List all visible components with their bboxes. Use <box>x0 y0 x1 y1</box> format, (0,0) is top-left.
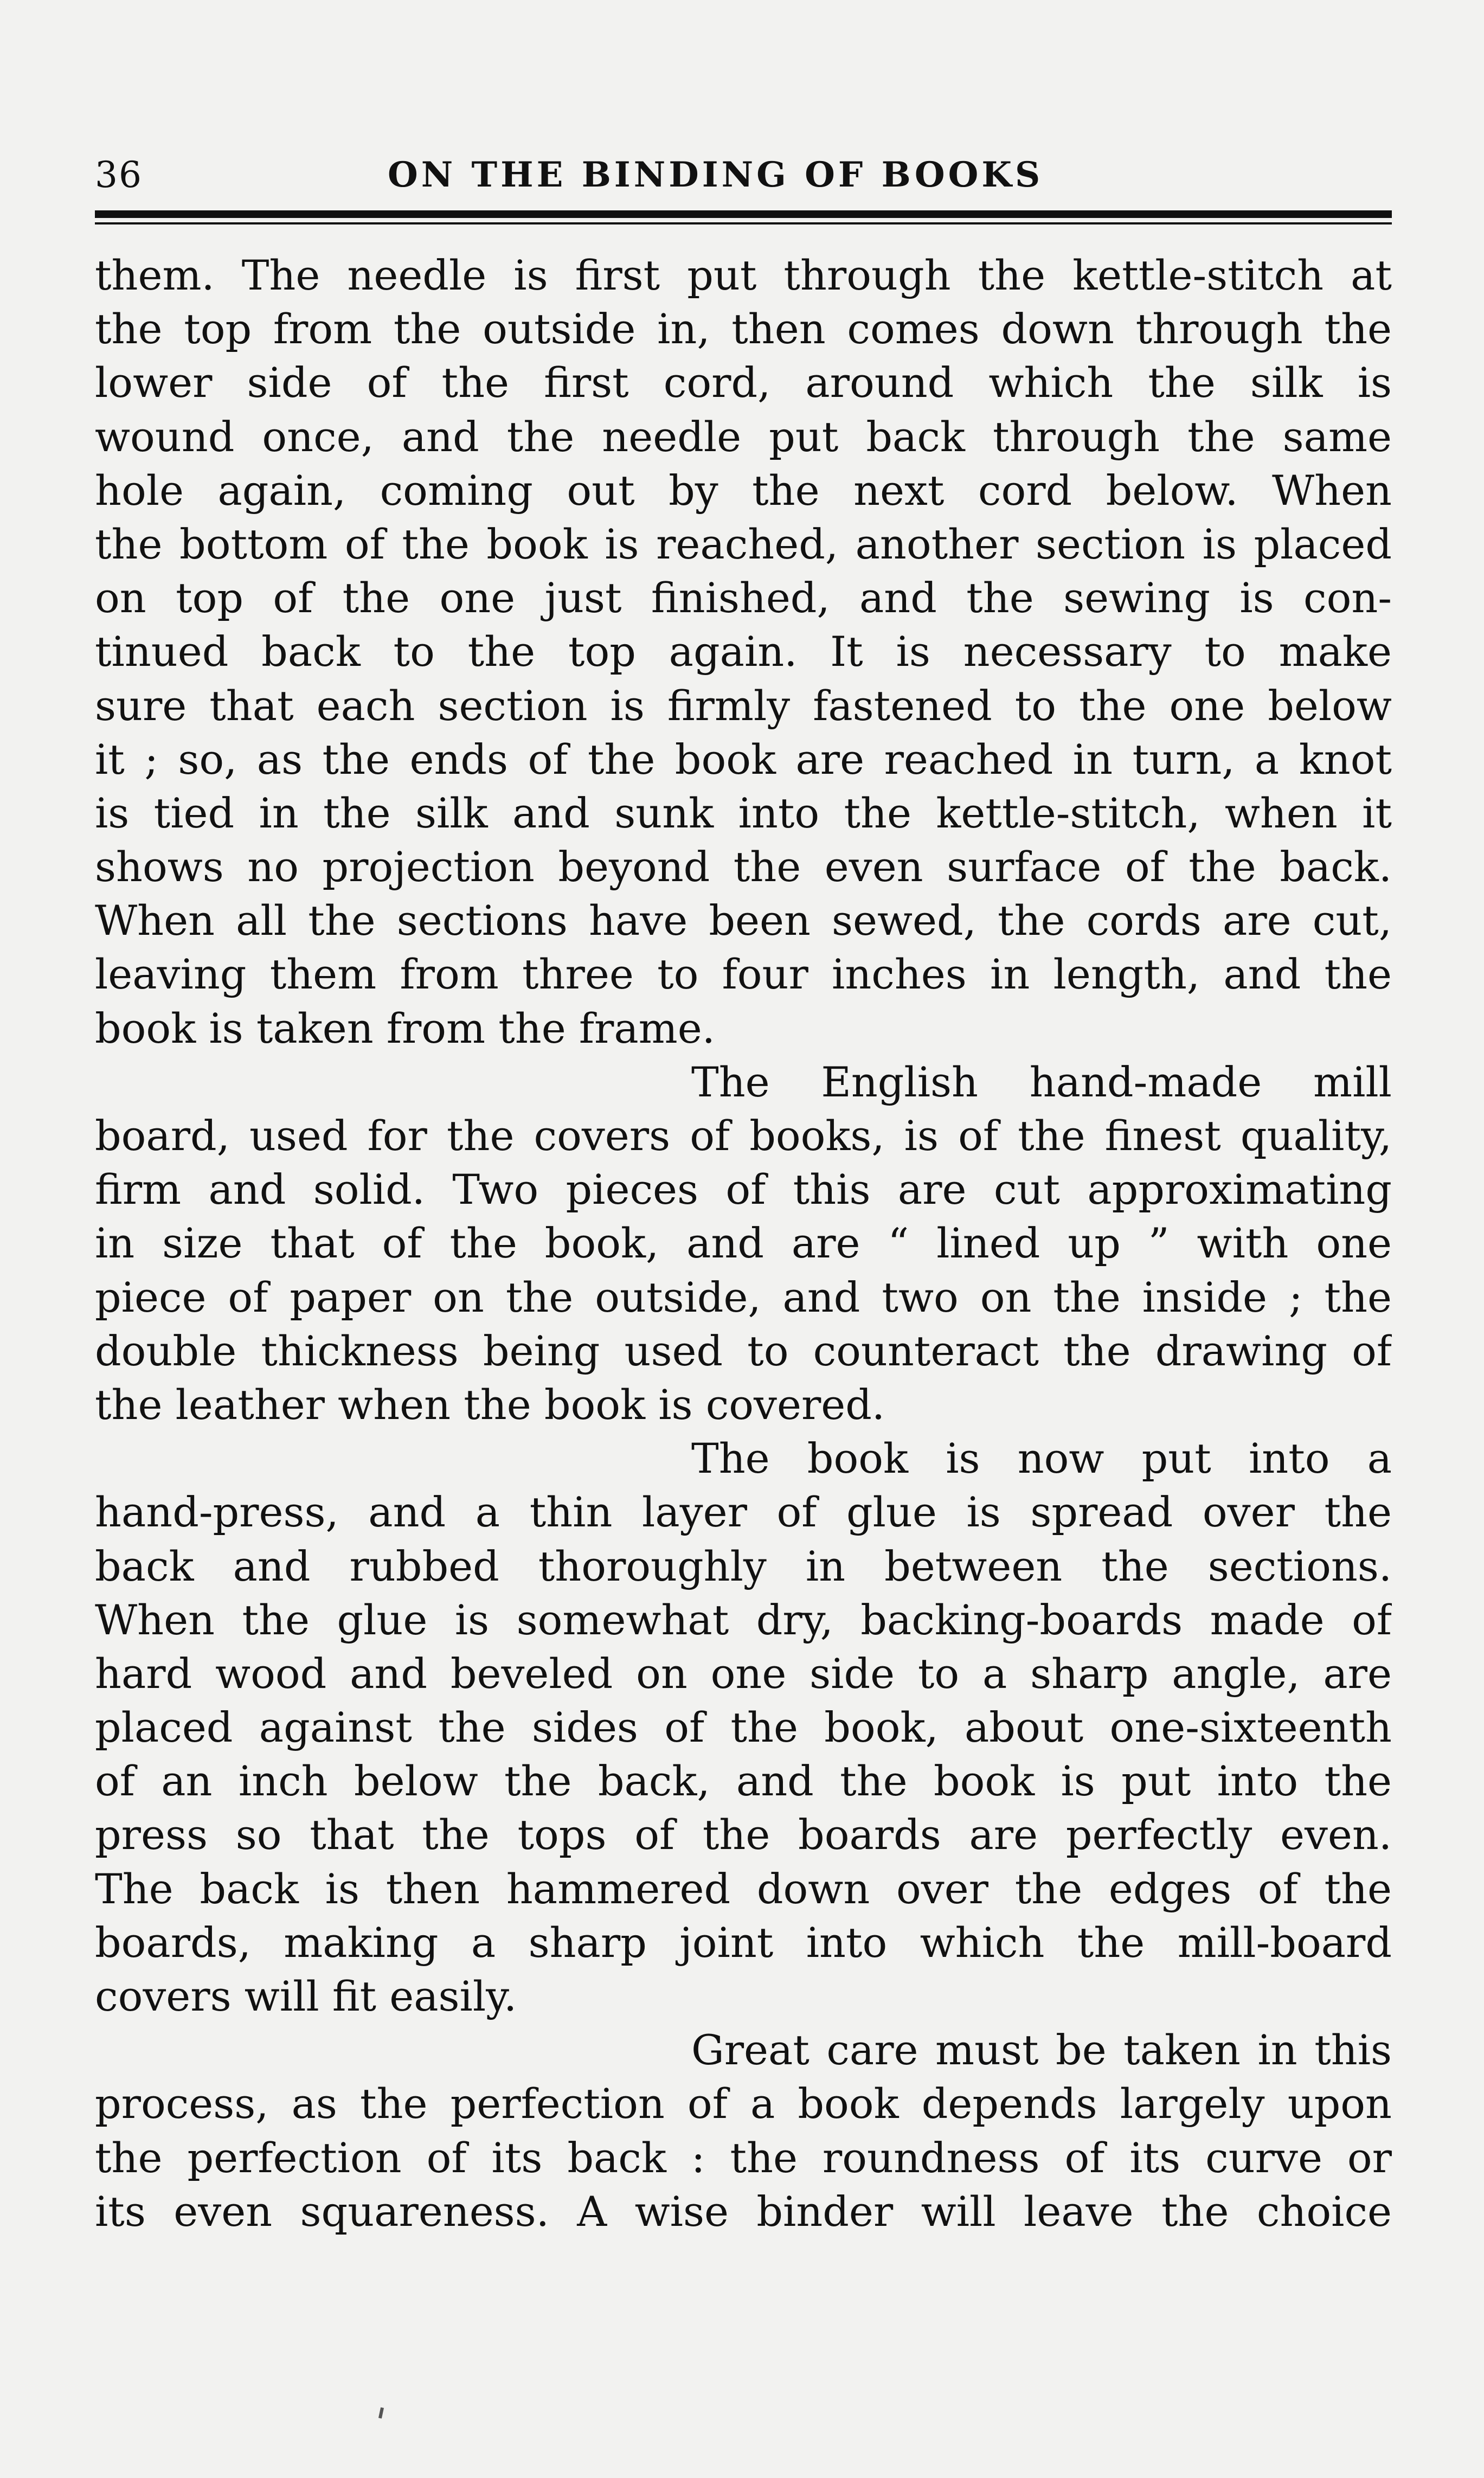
text-line: hole again, coming out by the next cord below. When <box>95 466 1392 515</box>
text-line: covers will fit easily. <box>95 1972 517 2020</box>
text-line: is tied in the silk and sunk into the kettle-stitch, when it <box>95 788 1392 837</box>
text-line: wound once, and the needle put back through the same <box>95 412 1392 461</box>
text-line: leaving them from three to four inches in length, and the <box>95 950 1392 999</box>
page-number: 36 <box>95 154 143 196</box>
text-line: firm and solid. Two pieces of this are cut approximating <box>95 1165 1392 1214</box>
text-line: it ; so, as the ends of the book are reached in turn, a knot <box>95 735 1392 784</box>
text-line: the top from the outside in, then comes down through the <box>95 305 1392 354</box>
text-line: tinued back to the top again. It is necessary to make <box>95 627 1392 676</box>
text-line: placed against the sides of the book, about one-sixteenth <box>95 1703 1392 1752</box>
header-rule-thin <box>95 222 1392 224</box>
text-line: the perfection of its back : the roundness of its curve or <box>95 2133 1392 2182</box>
text-line: back and rubbed thoroughly in between the sections. <box>95 1542 1392 1590</box>
text-line: piece of paper on the outside, and two on the inside ; the <box>95 1273 1392 1321</box>
text-line: hand-press, and a thin layer of glue is spread over the <box>95 1488 1392 1537</box>
text-line: sure that each section is firmly fastened to the one below <box>95 681 1392 730</box>
text-line: board, used for the covers of books, is of the finest quality, <box>95 1112 1392 1160</box>
body-text <box>95 248 1392 2238</box>
stray-mark <box>378 2408 384 2419</box>
text-line: Great care must be taken in this <box>691 2026 1392 2075</box>
running-head <box>95 145 1392 205</box>
text-line: the leather when the book is covered. <box>95 1380 885 1429</box>
text-line: book is taken from the frame. <box>95 1004 715 1052</box>
text-line: When the glue is somewhat dry, backing-boards made of <box>95 1595 1392 1644</box>
text-line: boards, making a sharp joint into which the mill-board <box>95 1918 1392 1967</box>
text-line: shows no projection beyond the even surface of the back. <box>95 843 1392 891</box>
text-line: its even squareness. A wise binder will leave the choice <box>95 2187 1392 2236</box>
text-line: When all the sections have been sewed, the cords are cut, <box>95 896 1392 945</box>
text-line: The back is then hammered down over the edges of the <box>95 1864 1392 1913</box>
text-line: double thickness being used to counteract the drawing of <box>95 1326 1392 1375</box>
text-line: hard wood and beveled on one side to a sharp angle, are <box>95 1649 1392 1698</box>
text-line: on top of the one just finished, and the sewing is con- <box>95 574 1392 622</box>
text-line: press so that the tops of the boards are perfectly even. <box>95 1811 1392 1859</box>
text-line: lower side of the first cord, around which the silk is <box>95 358 1392 407</box>
text-line: The English hand-made mill <box>691 1057 1392 1106</box>
text-line: the bottom of the book is reached, another section is placed <box>95 519 1392 568</box>
text-line: in size that of the book, and are “ lined up ” with one <box>95 1219 1392 1268</box>
text-line: process, as the perfection of a book depends largely upon <box>95 2079 1392 2128</box>
header-rule-thick <box>95 210 1392 218</box>
running-title: ON THE BINDING OF BOOKS <box>388 155 1044 195</box>
text-line: The book is now put into a <box>691 1434 1392 1483</box>
text-line: them. The needle is first put through the kettle-stitch at <box>95 251 1392 299</box>
text-line: of an inch below the back, and the book is put into the <box>95 1757 1392 1806</box>
